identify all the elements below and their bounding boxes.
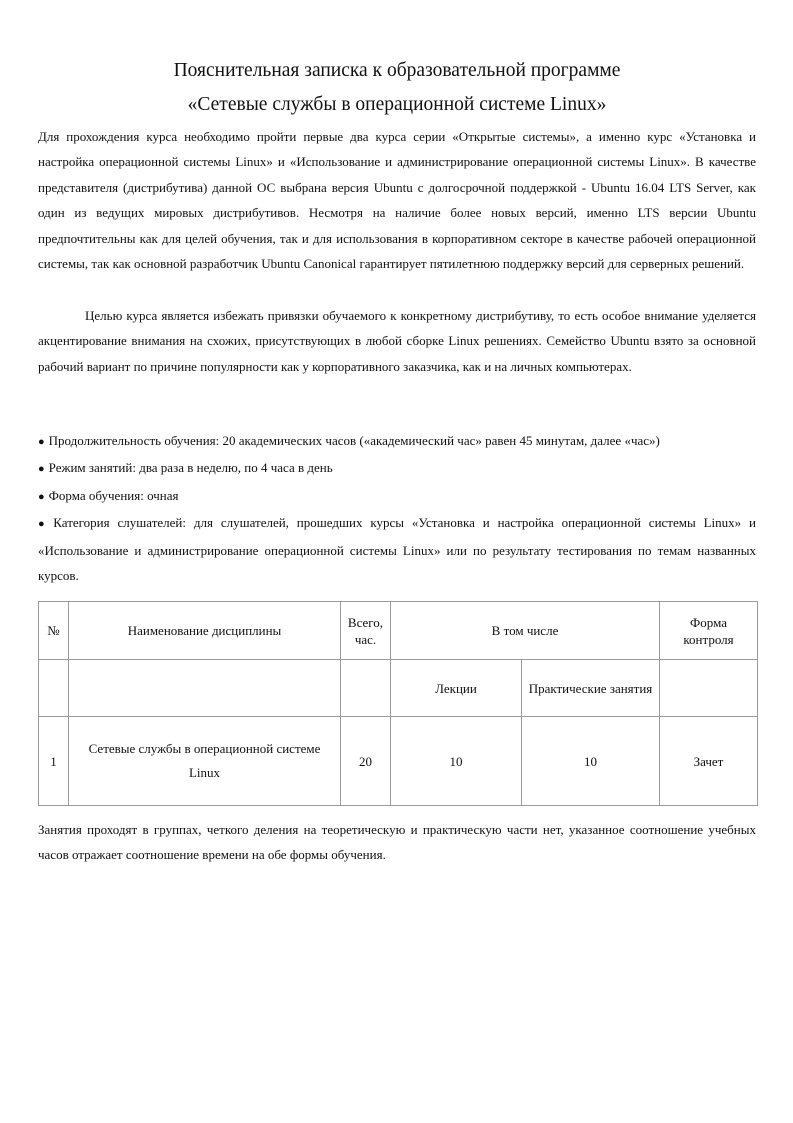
document-title-line-2: «Сетевые службы в операционной системе Linux»: [187, 94, 607, 115]
paragraph-course-goal: Целью курса является избежать привязки обучаемого к конкретному дистрибутиву, то есть особое внимание уделяется акцентирование внимания на схожих, присутствующих в любой сборке Linux решениях. Семейство Ubuntu взято за основной рабочий вариант по причине популярности как у корпоративного заказчика, как и на личных компьютерах.: [38, 308, 756, 374]
list-item-study-form: [38, 483, 756, 510]
subheader-empty-cell: [660, 660, 758, 717]
list-item-audience: [38, 510, 756, 588]
header-discipline-name: Наименование дисциплины: [69, 602, 341, 660]
list-item-duration: [38, 428, 756, 455]
list-item-text: Продолжительность обучения: 20 академических часов («академический час» равен 45 минутам, далее «час»): [48, 433, 660, 448]
document-title-line-1: Пояснительная записка к образовательной программе: [173, 60, 621, 81]
header-total-hours: Всего, час.: [341, 602, 391, 660]
header-including: В том числе: [391, 602, 660, 660]
cell-total-hours: 20: [341, 717, 391, 806]
subheader-lectures: Лекции: [391, 660, 522, 717]
subheader-practice: Практические занятия: [522, 660, 660, 717]
cell-practice: 10: [522, 717, 660, 806]
bullet-icon: ●: [38, 518, 50, 531]
table-subheader-row: [39, 660, 758, 717]
list-item-schedule: [38, 455, 756, 482]
list-item-text: Категория слушателей: для слушателей, прошедших курсы «Установка и настройка операционной системы Linux» и «Использование и администрирование операционной системы Linux» или по результату тестирования по темам названных курсов.: [38, 515, 756, 584]
header-num: №: [39, 602, 69, 660]
paragraph-course-prerequisites: Для прохождения курса необходимо пройти первые два курса серии «Открытые системы», а именно курс «Установка и настройка операционной системы Linux» и «Использование и администрирование операционной системы Linux». В качестве представителя (дистрибутива) данной ОС выбрана версия Ubuntu с долгосрочной поддержкой - Ubuntu 16.04 LTS Server, как один из ведущих мировых дистрибутивов. Несмотря на наличие более новых версий, именно LTS версии Ubuntu предпочтительны как для целей обучения, так и для использования в корпоративном секторе в качестве рабочей операционной системы, так как основной разработчик Ubuntu Canonical гарантирует пятилетнюю поддержку версий для серверных решений.: [38, 129, 756, 272]
program-details-list: [38, 428, 756, 588]
bullet-icon: ●: [38, 490, 45, 503]
bullet-icon: ●: [38, 463, 45, 476]
bullet-icon: ●: [38, 436, 45, 448]
table-row: [39, 717, 758, 806]
cell-discipline-name: Сетевые службы в операционной системе Linux: [69, 717, 341, 806]
paragraph-hours-note: Занятия проходят в группах, четкого деления на теоретическую и практическую части нет, указанное соотношение учебных часов отражает соотношение времени на обе формы обучения.: [38, 822, 756, 863]
header-control-form: Форма контроля: [660, 602, 758, 660]
subheader-empty-cell: [341, 660, 391, 717]
curriculum-table: [38, 601, 758, 806]
list-item-text: Форма обучения: очная: [48, 487, 179, 503]
cell-num: 1: [39, 717, 69, 806]
table-header-row: [39, 602, 758, 660]
cell-lectures: 10: [391, 717, 522, 806]
cell-control-form: Зачет: [660, 717, 758, 806]
subheader-empty-cell: [69, 660, 341, 717]
subheader-empty-cell: [39, 660, 69, 717]
list-item-text: Режим занятий: два раза в неделю, по 4 часа в день: [48, 460, 333, 476]
